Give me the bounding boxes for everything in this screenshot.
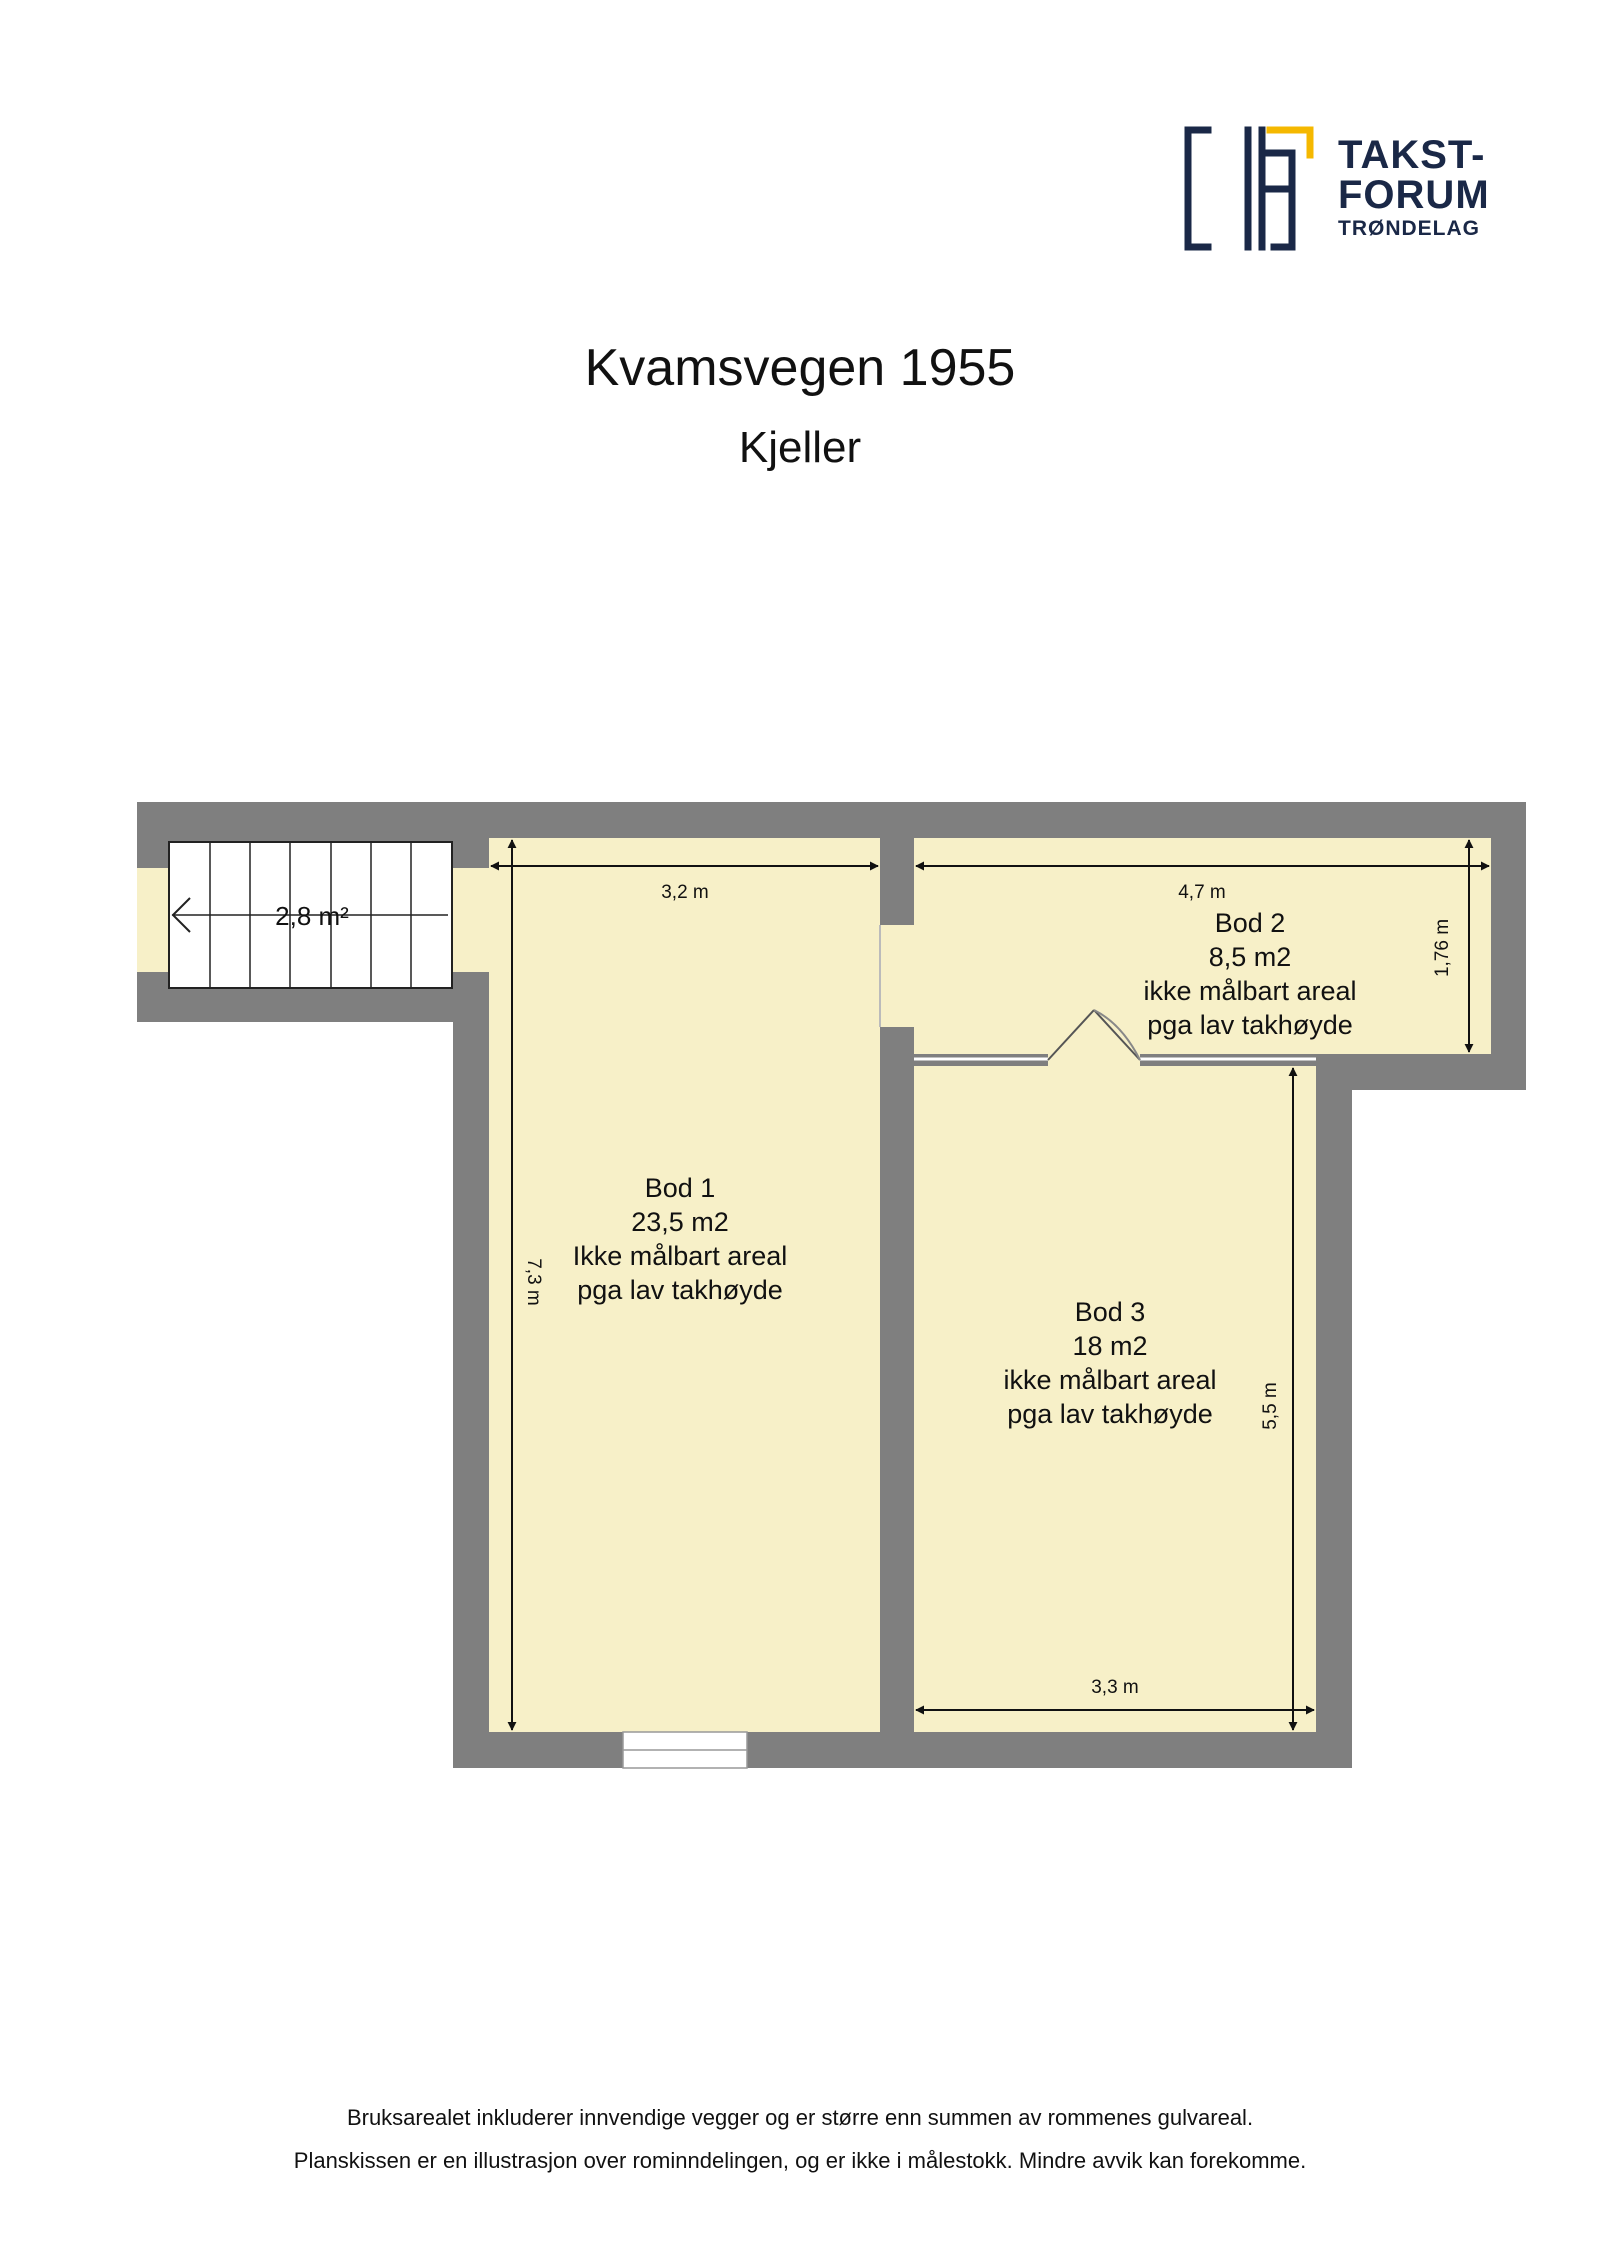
room-note-bod1: Ikke målbart areal [572, 1241, 788, 1271]
room-name-bod2: Bod 2 [1214, 908, 1286, 938]
room-name-bod1: Bod 1 [644, 1173, 716, 1203]
dimension-label-bod1-depth: 7,3 m [523, 1258, 544, 1306]
dimension-label-bod2-depth: 1,76 m [1432, 918, 1453, 978]
footer-note-1: Bruksarealet inkluderer innvendige vegger og er større enn summen av rommenes gulvareal. [346, 2105, 1254, 2130]
logo-text-line-1: TAKST- [1338, 133, 1486, 177]
page-title: Kvamsvegen 1955 [584, 339, 1016, 397]
door-opening-bod2 [880, 925, 914, 1027]
logo-text-line-3: TRØNDELAG [1338, 217, 1480, 240]
dimension-label-bod3-width: 3,3 m [1091, 1677, 1139, 1698]
room-name-bod3: Bod 3 [1074, 1297, 1146, 1327]
dimension-label-bod1-width: 3,2 m [661, 882, 709, 903]
room-area-bod1: 23,5 m2 [631, 1207, 729, 1237]
room-note-bod3: ikke målbart areal [1003, 1365, 1217, 1395]
room-area-bod3: 18 m2 [1072, 1331, 1148, 1361]
logo-text-line-2: FORUM [1338, 173, 1490, 217]
page-subtitle: Kjeller [738, 423, 862, 472]
room-note-bod2: pga lav takhøyde [1147, 1010, 1353, 1040]
dimension-label-bod3-depth: 5,5 m [1260, 1382, 1281, 1430]
room-note-bod2: ikke målbart areal [1143, 976, 1357, 1006]
room-note-bod3: pga lav takhøyde [1007, 1399, 1213, 1429]
room-area-bod2: 8,5 m2 [1208, 942, 1292, 972]
stair-area-label: 2,8 m² [275, 901, 349, 931]
door-opening-bod3 [1048, 1054, 1140, 1066]
room-note-bod1: pga lav takhøyde [577, 1275, 783, 1305]
entry-floor [137, 868, 169, 972]
dimension-label-bod2-width: 4,7 m [1178, 882, 1226, 903]
footer-note-2: Planskissen er en illustrasjon over rominndelingen, og er ikke i målestokk. Mindre avvik kan forekomme. [293, 2148, 1307, 2173]
